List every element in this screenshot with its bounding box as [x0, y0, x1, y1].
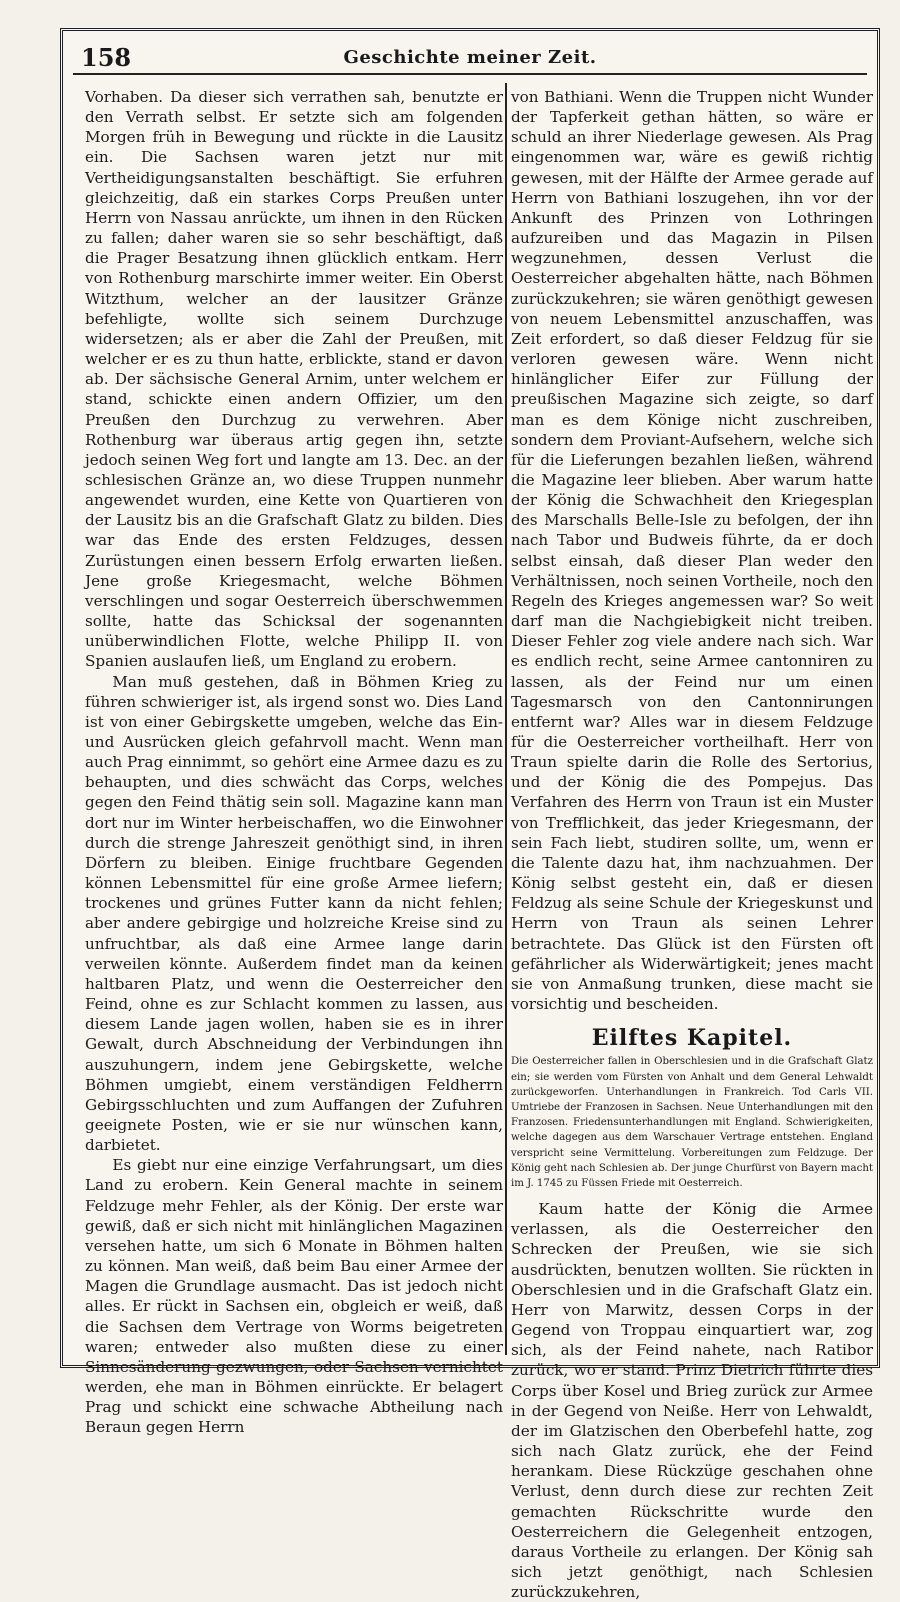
paragraph: Man muß gestehen, daß in Böhmen Krieg zu führen schwieriger ist, als irgend sonst wo. Dies Land ist von einer Gebirgskette umgeben, welche das Ein- und Ausrücken gleich gefahrvoll macht. Wenn man auch Prag einnimmt, so gehört eine Armee dazu es zu behaupten, und dies schwächt das Corps, welches gegen den Feind thätig sein soll. Magazine kann man dort nur im Winter herbeischaffen, wo die Einwohner durch die strenge Jahreszeit genöthigt sind, in ihren Dörfern zu bleiben. Einige fruchtbare Gegenden können Lebensmittel für eine große Armee liefern; trockenes und grünes Futter kann da nicht fehlen; aber andere gebirgige und holzreiche Kreise sind zu unfruchtbar, als daß eine Armee lange darin verweilen könnte. Außerdem findet man da keinen haltbaren Platz, und wenn die Oesterreicher den Feind, ohne es zur Schlacht kommen zu lassen, aus diesem Lande jagen wollen, haben sie es in ihrer Gewalt, durch Abschneidung der Verbindungen ihn auszuhungern, indem jene Gebirgskette, welche Böhmen umgiebt, einem verständigen Feldherrn Gebirgsschluchten und zum Auffangen der Zufuhren geeignete Posten, wie er sie nur wünschen kann, darbietet. — [85, 672, 503, 1155]
book-page — [60, 28, 880, 1602]
paragraph: Vorhaben. Da dieser sich verrathen sah, benutzte er den Verrath selbst. Er setzte sich am folgenden Morgen früh in Bewegung und rückte in die Lausitz ein. Die Sachsen waren jetzt nur mit Vertheidigungsanstalten beschäftigt. Sie erfuhren gleichzeitig, daß ein starkes Corps Preußen unter Herrn von Nassau anrückte, um ihnen in den Rücken zu fallen; daher waren sie so sehr beschäftigt, daß die Prager Besatzung ihnen glücklich entkam. Herr von Rothenburg marschirte immer weiter. Ein Oberst Witzthum, welcher an der lausitzer Gränze befehligte, wollte sich seinem Durchzuge widersetzen; als er aber die Zahl der Preußen, mit welcher er es zu thun hatte, erblickte, stand er davon ab. Der sächsische General Arnim, unter welchem er stand, schickte einen andern Offizier, um den Preußen den Durchzug zu verwehren. Aber Rothenburg war überaus artig gegen ihn, setzte jedoch seinen Weg fort und langte am 13. Dec. an der schlesischen Gränze an, wo diese Truppen nunmehr angewendet wurden, eine Kette von Quartieren von der Lausitz bis an die Grafschaft Glatz zu bilden. Dies war das Ende des ersten Feldzuges, dessen Zurüstungen einen bessern Erfolg erwarten ließen. Jene große Kriegesmacht, welche Böhmen verschlingen und sogar Oesterreich überschwemmen sollte, hatte das Schicksal der sogenannten unüberwindlichen Flotte, welche Philipp II. von Spanien auslaufen ließ, um England zu erobern. — [85, 88, 503, 671]
column-divider — [505, 83, 507, 1355]
running-title: Geschichte meiner Zeit. — [343, 47, 597, 68]
running-head — [73, 41, 867, 75]
paragraph: Es giebt nur eine einzige Verfahrungsart, um dies Land zu erobern. Kein General machte in seinem Feldzuge mehr Fehler, als der König. Der erste war gewiß, daß er sich nicht mit hinlänglichen Magazinen versehen hatte, um sich 6 Monate in Böhmen halten zu können. Man weiß, daß beim Bau einer Armee der Magen die Grundlage ausmacht. Das ist jedoch nicht alles. Er rückt in Sachsen ein, obgleich er weiß, daß die Sachsen dem Vertrage von Worms beigetreten waren; entweder also mußten diese zu einer Sinnesänderung gezwungen, oder Sachsen vernichtet werden, ehe man in Böhmen einrückte. Er belagert Prag und schickt eine schwache Abtheilung nach Beraun gegen Herrn — [85, 1156, 503, 1437]
chapter-summary: Die Oesterreicher fallen in Oberschlesien und in die Grafschaft Glatz ein; sie werden vom Fürsten von Anhalt und dem General Lehwaldt zurückgeworfen. Unterhandlungen in Frankreich. Tod Carls VII. Umtriebe der Franzosen in Sachsen. Neue Unterhandlungen mit den Franzosen. Friedensunterhandlungen mit England. Schwierigkeiten, welche dagegen aus dem Warschauer Vertrage entstehen. England verspricht seine Vermittelung. Vorbereitungen zum Feldzuge. Der König geht nach Schlesien ab. Der junge Churfürst von Bayern macht im J. 1745 zu Füssen Friede mit Oesterreich. — [511, 1056, 873, 1189]
chapter-title: Eilftes Kapitel. — [591, 1025, 793, 1052]
left-column — [85, 87, 503, 1437]
paragraph: von Bathiani. Wenn die Truppen nicht Wunder der Tapferkeit gethan hätten, so wäre er schuld an ihrer Niederlage gewesen. Als Prag eingenommen war, wäre es gewiß richtig gewesen, mit der Hälfte der Armee gerade auf Herrn von Bathiani loszugehen, ihn vor der Ankunft des Prinzen von Lothringen aufzureiben und das Magazin in Pilsen wegzunehmen, dessen Verlust die Oesterreicher abgehalten hätte, nach Böhmen zurückzukehren; sie wären genöthigt gewesen von neuem Lebensmittel anzuschaffen, was Zeit erfordert, so daß dieser Feldzug für sie verloren gewesen wäre. Wenn nicht hinlänglicher Eifer zur Füllung der preußischen Magazine sich zeigte, so darf man es dem Könige nicht zuschreiben, sondern dem Proviant-Aufsehern, welche sich für die Lieferungen bezahlen ließen, während die Magazine leer blieben. Aber warum hatte der König die Schwachheit den Kriegesplan des Marschalls Belle-Isle zu befolgen, der ihn nach Tabor und Budweis führte, da er doch selbst einsah, daß dieser Plan weder den Verhältnissen, noch seinen Vortheile, noch den Regeln des Krieges angemessen war? So weit darf man die Nachgiebigkeit nicht treiben. Dieser Fehler zog viele andere nach sich. War es endlich recht, seine Armee cantonniren zu lassen, als der Feind nur um einen Tagesmarsch von den Cantonnirungen entfernt war? Alles war in diesem Feldzuge für die Oesterreicher vortheilhaft. Herr von Traun spielte darin die Rolle des Sertorius, und der König die des Pompejus. Das Verfahren des Herrn von Traun ist ein Muster von Trefflichkeit, das jeder Kriegesmann, der sein Fach liebt, studiren sollte, um, wenn er die Talente dazu hat, ihm nachzuahmen. Der König selbst gesteht ein, daß er diesen Feldzug als seine Schule der Kriegeskunst und Herrn von Traun als seinen Lehrer betrachtete. Das Glück ist den Fürsten oft gefährlicher als Widerwärtigkeit; jenes macht sie von Anmaßung trunken, diese macht sie vorsichtig und bescheiden. — [511, 88, 873, 1014]
page-number: 158 — [81, 43, 132, 72]
paragraph: Kaum hatte der König die Armee verlassen, als die Oesterreicher den Schrecken der Preußen, wie sie sich ausdrückten, benutzen wollten. Sie rückten in Oberschlesien und in die Grafschaft Glatz ein. Herr von Marwitz, dessen Corps in der Gegend von Troppau einquartiert war, zog sich, als der Feind nahete, nach Ratibor zurück, wo er stand. Prinz Dietrich führte dies Corps über Kosel und Brieg zurück zur Armee in der Gegend von Neiße. Herr von Lehwaldt, der im Glatzischen den Oberbefehl hatte, zog sich nach Glatz zurück, ehe der Feind herankam. Diese Rückzüge geschahen ohne Verlust, denn durch diese zur rechten Zeit gemachten Rückschritte wurde den Oesterreichern die Gelegenheit entzogen, daraus Vortheile zu erlangen. Der König sah sich jetzt genöthigt, nach Schlesien zurückzukehren, — [511, 1200, 873, 1602]
right-column — [511, 87, 873, 1602]
